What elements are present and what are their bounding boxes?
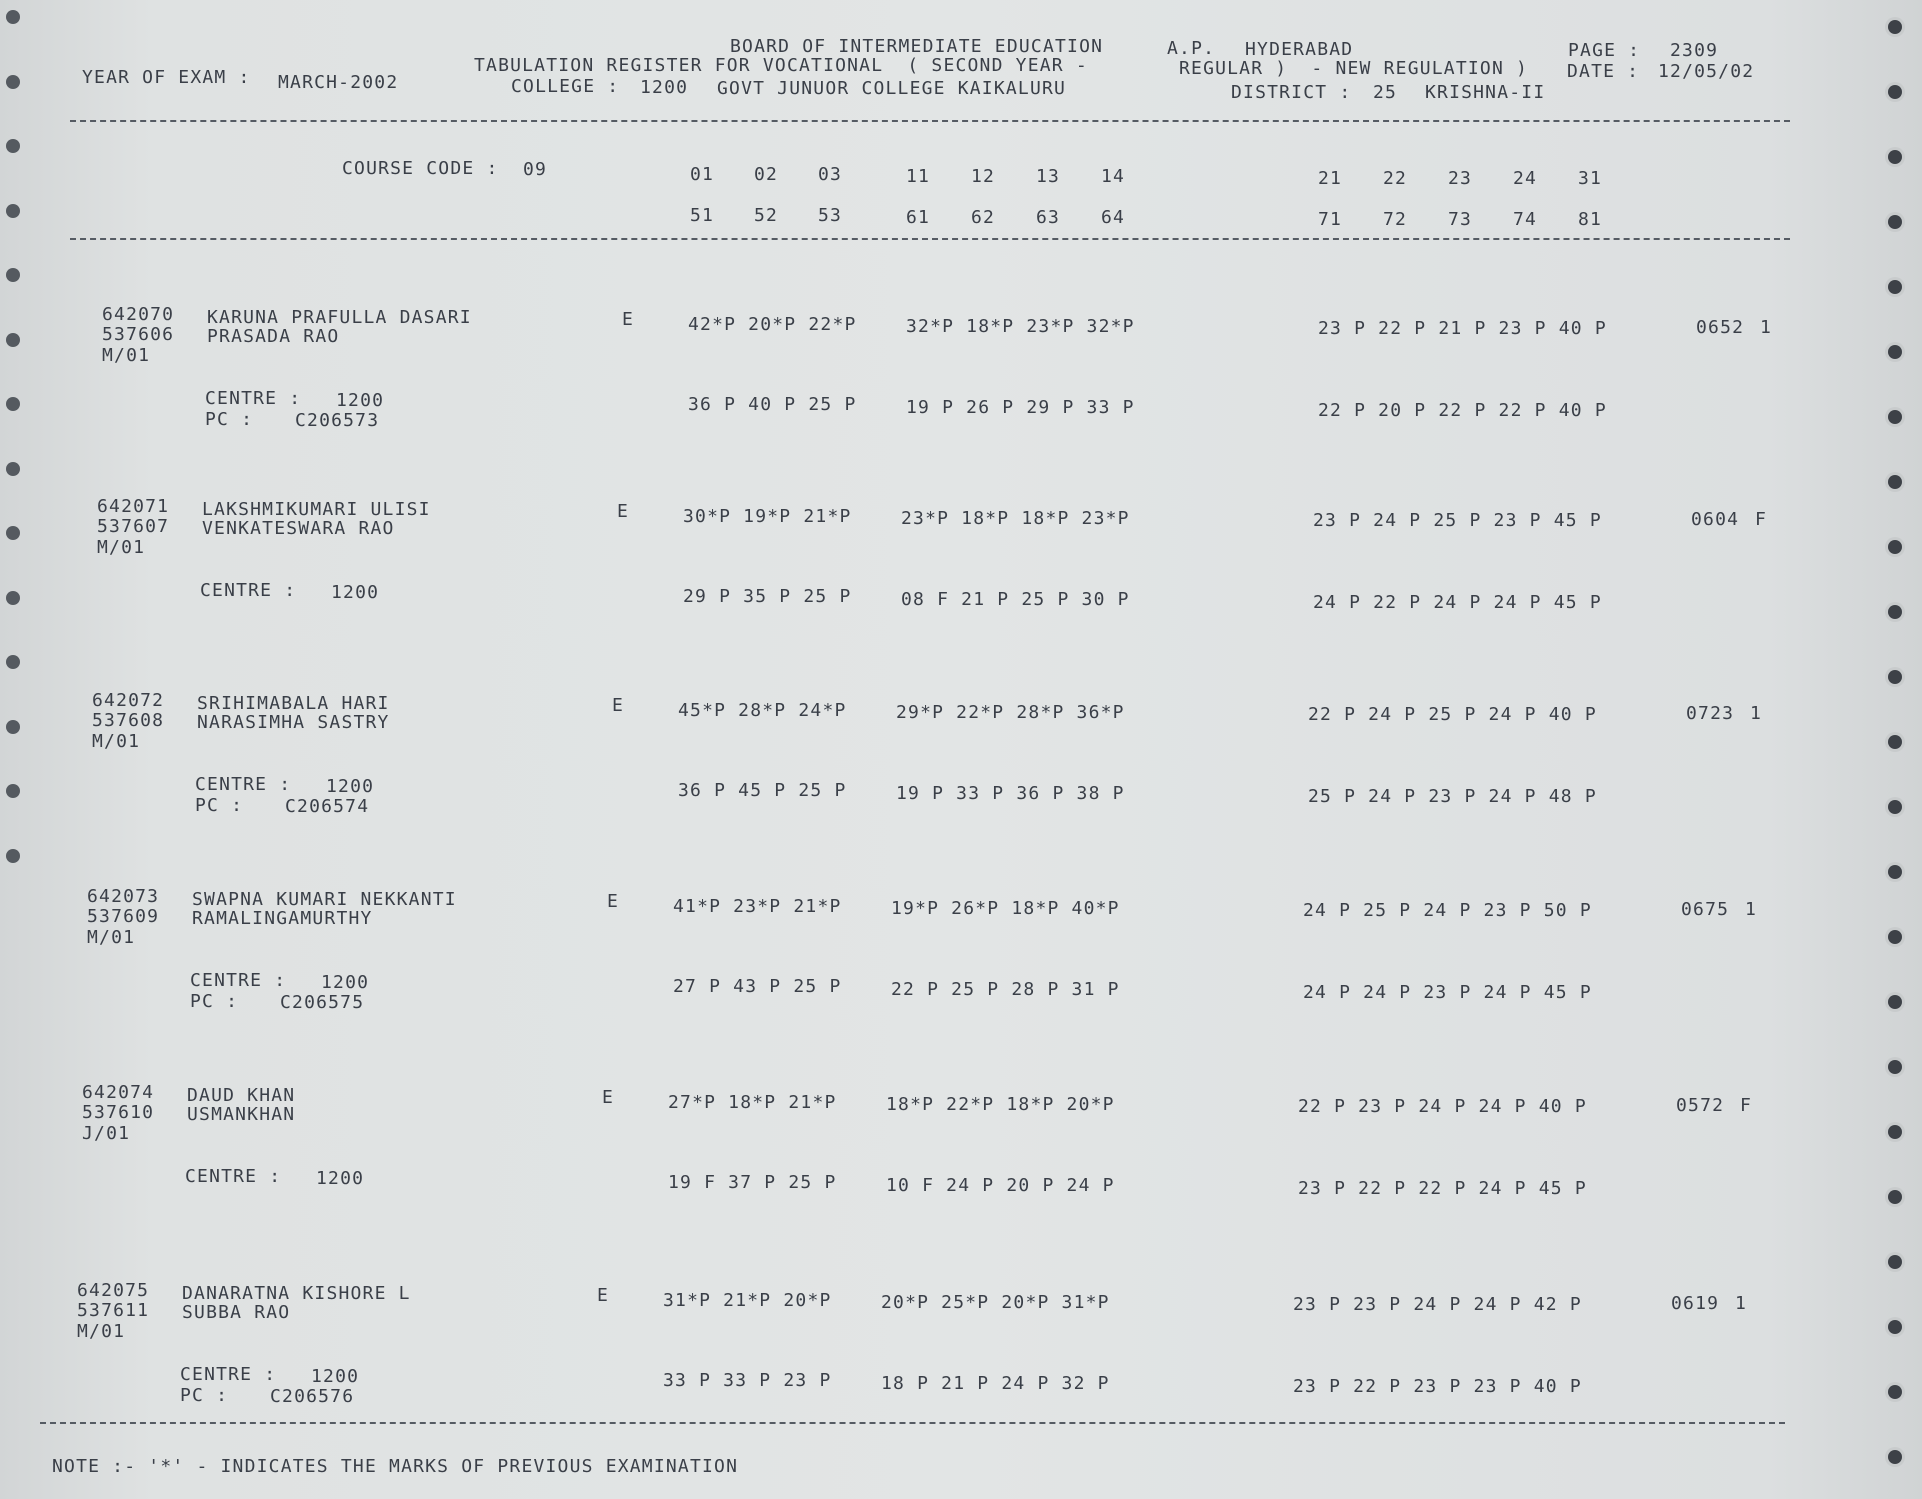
marks-row-second: 23 P 22 P 22 P 24 P 45 P xyxy=(1298,1178,1587,1199)
register-title: TABULATION REGISTER FOR VOCATIONAL ( SECOND YEAR - xyxy=(474,55,1088,76)
column-header-divider xyxy=(70,238,1790,240)
marks-row-second: 08 F 21 P 25 P 30 P xyxy=(901,589,1130,610)
perforation-hole xyxy=(6,526,20,540)
marks-row-first: 18*P 22*P 18*P 20*P xyxy=(886,1094,1115,1115)
grand-total: 0604 xyxy=(1691,509,1740,530)
city-name: HYDERABAD xyxy=(1245,39,1354,60)
perforation-hole xyxy=(6,655,20,669)
date-value: 12/05/02 xyxy=(1658,61,1755,82)
centre-label: CENTRE : xyxy=(205,388,302,409)
result-code: F xyxy=(1740,1095,1753,1116)
hall-ticket-number: 642070 xyxy=(102,304,175,325)
college-code: 1200 xyxy=(640,77,689,98)
pc-number: C206574 xyxy=(285,796,370,817)
pc-number: C206575 xyxy=(280,992,365,1013)
perforation-hole xyxy=(6,204,20,218)
subject-code-bottom: 61 xyxy=(906,207,931,228)
perforation-hole xyxy=(1888,345,1902,359)
marks-row-second: 10 F 24 P 20 P 24 P xyxy=(886,1175,1115,1196)
perforation-hole xyxy=(6,784,20,798)
marks-row-first: 23 P 22 P 21 P 23 P 40 P xyxy=(1318,318,1607,339)
medium: E xyxy=(597,1285,610,1306)
category-code: M/01 xyxy=(87,927,136,948)
district-code: 25 xyxy=(1373,82,1398,103)
centre-code: 1200 xyxy=(336,390,385,411)
perforation-hole xyxy=(6,75,20,89)
centre-label: CENTRE : xyxy=(195,774,292,795)
centre-code: 1200 xyxy=(321,972,370,993)
perforation-hole xyxy=(6,397,20,411)
marks-row-first: 27*P 18*P 21*P xyxy=(668,1092,837,1113)
footnote: NOTE :- '*' - INDICATES THE MARKS OF PREVIOUS EXAMINATION xyxy=(52,1456,739,1477)
perforation-hole xyxy=(1888,995,1902,1009)
student-name: LAKSHMIKUMARI ULISI xyxy=(202,499,431,520)
perforation-hole xyxy=(1888,1190,1902,1204)
subject-code-top: 21 xyxy=(1318,168,1343,189)
subject-code-top: 03 xyxy=(818,164,843,185)
perforation-hole xyxy=(1888,1255,1902,1269)
perforation-hole xyxy=(1888,1125,1902,1139)
registration-number: 537606 xyxy=(102,324,175,345)
pc-number: C206573 xyxy=(295,410,380,431)
perforation-hole xyxy=(1888,1385,1902,1399)
medium: E xyxy=(607,891,620,912)
subject-code-bottom: 63 xyxy=(1036,207,1061,228)
perforation-hole xyxy=(1888,280,1902,294)
subject-code-top: 11 xyxy=(906,166,931,187)
subject-code-top: 24 xyxy=(1513,168,1538,189)
regulation: REGULAR ) - NEW REGULATION ) xyxy=(1179,58,1529,79)
date-label: DATE : xyxy=(1567,61,1640,82)
centre-label: CENTRE : xyxy=(190,970,287,991)
marks-row-second: 23 P 22 P 23 P 23 P 40 P xyxy=(1293,1376,1582,1397)
hall-ticket-number: 642074 xyxy=(82,1082,155,1103)
marks-row-first: 19*P 26*P 18*P 40*P xyxy=(891,898,1120,919)
college-label: COLLEGE : xyxy=(511,76,620,97)
subject-code-top: 22 xyxy=(1383,168,1408,189)
centre-code: 1200 xyxy=(326,776,375,797)
perforation-hole xyxy=(1888,215,1902,229)
hall-ticket-number: 642073 xyxy=(87,886,160,907)
college-name: GOVT JUNUOR COLLEGE KAIKALURU xyxy=(717,78,1067,99)
marks-row-first: 41*P 23*P 21*P xyxy=(673,896,842,917)
district-label: DISTRICT : xyxy=(1231,82,1352,103)
father-name: RAMALINGAMURTHY xyxy=(192,908,373,929)
centre-label: CENTRE : xyxy=(200,580,297,601)
subject-code-top: 13 xyxy=(1036,166,1061,187)
centre-code: 1200 xyxy=(311,1366,360,1387)
perforation-hole xyxy=(1888,865,1902,879)
centre-label: CENTRE : xyxy=(180,1364,277,1385)
result-code: 1 xyxy=(1760,317,1773,338)
medium: E xyxy=(612,695,625,716)
subject-code-bottom: 81 xyxy=(1578,209,1603,230)
registration-number: 537607 xyxy=(97,516,170,537)
category-code: M/01 xyxy=(92,731,141,752)
year-value: MARCH-2002 xyxy=(278,72,399,93)
perforation-hole xyxy=(6,591,20,605)
perforation-hole xyxy=(1888,735,1902,749)
footer-divider xyxy=(40,1422,1785,1424)
header-divider xyxy=(70,120,1790,122)
pc-label: PC : xyxy=(195,795,244,816)
perforation-hole xyxy=(1888,410,1902,424)
category-code: M/01 xyxy=(77,1321,126,1342)
father-name: NARASIMHA SASTRY xyxy=(197,712,390,733)
student-name: DANARATNA KISHORE L xyxy=(182,1283,411,1304)
subject-code-bottom: 73 xyxy=(1448,209,1473,230)
perforation-hole xyxy=(1888,1320,1902,1334)
grand-total: 0675 xyxy=(1681,899,1730,920)
father-name: VENKATESWARA RAO xyxy=(202,518,395,539)
marks-row-second: 29 P 35 P 25 P xyxy=(683,586,852,607)
student-name: DAUD KHAN xyxy=(187,1085,296,1106)
centre-code: 1200 xyxy=(316,1168,365,1189)
registration-number: 537610 xyxy=(82,1102,155,1123)
course-code-label: COURSE CODE : xyxy=(342,158,499,179)
subject-code-top: 12 xyxy=(971,166,996,187)
marks-row-first: 45*P 28*P 24*P xyxy=(678,700,847,721)
perforation-hole xyxy=(1888,930,1902,944)
pc-number: C206576 xyxy=(270,1386,355,1407)
result-code: 1 xyxy=(1745,899,1758,920)
subject-code-bottom: 71 xyxy=(1318,209,1343,230)
perforation-hole xyxy=(1888,1060,1902,1074)
marks-row-second: 36 P 45 P 25 P xyxy=(678,780,847,801)
subject-code-top: 01 xyxy=(690,164,715,185)
hall-ticket-number: 642075 xyxy=(77,1280,150,1301)
result-code: F xyxy=(1755,509,1768,530)
marks-row-first: 22 P 24 P 25 P 24 P 40 P xyxy=(1308,704,1597,725)
board-name: BOARD OF INTERMEDIATE EDUCATION xyxy=(730,36,1104,57)
perforation-hole xyxy=(1888,800,1902,814)
hall-ticket-number: 642071 xyxy=(97,496,170,517)
pc-label: PC : xyxy=(180,1385,229,1406)
marks-row-first: 20*P 25*P 20*P 31*P xyxy=(881,1292,1110,1313)
marks-row-second: 19 P 33 P 36 P 38 P xyxy=(896,783,1125,804)
grand-total: 0652 xyxy=(1696,317,1745,338)
marks-row-first: 23*P 18*P 18*P 23*P xyxy=(901,508,1130,529)
registration-number: 537609 xyxy=(87,906,160,927)
student-name: KARUNA PRAFULLA DASARI xyxy=(207,307,472,328)
student-name: SRIHIMABALA HARI xyxy=(197,693,390,714)
perforation-hole xyxy=(6,10,20,24)
year-label: YEAR OF EXAM : xyxy=(82,67,251,88)
grand-total: 0619 xyxy=(1671,1293,1720,1314)
perforation-hole xyxy=(1888,150,1902,164)
page-label: PAGE : xyxy=(1568,40,1641,61)
result-code: 1 xyxy=(1750,703,1763,724)
centre-code: 1200 xyxy=(331,582,380,603)
marks-row-first: 29*P 22*P 28*P 36*P xyxy=(896,702,1125,723)
perforation-hole xyxy=(1888,605,1902,619)
father-name: USMANKHAN xyxy=(187,1104,296,1125)
perforation-hole xyxy=(1888,85,1902,99)
perforation-hole xyxy=(1888,540,1902,554)
perforation-hole xyxy=(6,139,20,153)
category-code: M/01 xyxy=(97,537,146,558)
student-name: SWAPNA KUMARI NEKKANTI xyxy=(192,889,457,910)
marks-row-second: 24 P 22 P 24 P 24 P 45 P xyxy=(1313,592,1602,613)
subject-code-bottom: 52 xyxy=(754,205,779,226)
pc-label: PC : xyxy=(190,991,239,1012)
marks-row-second: 22 P 20 P 22 P 22 P 40 P xyxy=(1318,400,1607,421)
marks-row-second: 22 P 25 P 28 P 31 P xyxy=(891,979,1120,1000)
subject-code-bottom: 64 xyxy=(1101,207,1126,228)
marks-row-first: 24 P 25 P 24 P 23 P 50 P xyxy=(1303,900,1592,921)
perforation-hole xyxy=(6,849,20,863)
father-name: PRASADA RAO xyxy=(207,326,340,347)
marks-row-first: 42*P 20*P 22*P xyxy=(688,314,857,335)
medium: E xyxy=(622,309,635,330)
perforation-hole xyxy=(1888,475,1902,489)
course-code-value: 09 xyxy=(523,159,548,180)
marks-row-first: 31*P 21*P 20*P xyxy=(663,1290,832,1311)
subject-code-top: 14 xyxy=(1101,166,1126,187)
category-code: J/01 xyxy=(82,1123,131,1144)
marks-row-second: 18 P 21 P 24 P 32 P xyxy=(881,1373,1110,1394)
marks-row-second: 19 P 26 P 29 P 33 P xyxy=(906,397,1135,418)
perforation-hole xyxy=(6,268,20,282)
hall-ticket-number: 642072 xyxy=(92,690,165,711)
marks-row-first: 23 P 23 P 24 P 24 P 42 P xyxy=(1293,1294,1582,1315)
marks-row-second: 19 F 37 P 25 P xyxy=(668,1172,837,1193)
grand-total: 0572 xyxy=(1676,1095,1725,1116)
perforation-hole xyxy=(1888,20,1902,34)
subject-code-bottom: 53 xyxy=(818,205,843,226)
perforation-hole xyxy=(1888,1450,1902,1464)
centre-label: CENTRE : xyxy=(185,1166,282,1187)
marks-row-first: 30*P 19*P 21*P xyxy=(683,506,852,527)
marks-row-first: 23 P 24 P 25 P 23 P 45 P xyxy=(1313,510,1602,531)
perforation-hole xyxy=(1888,670,1902,684)
pc-label: PC : xyxy=(205,409,254,430)
subject-code-top: 02 xyxy=(754,164,779,185)
perforation-hole xyxy=(6,462,20,476)
perforation-hole xyxy=(6,333,20,347)
marks-row-second: 27 P 43 P 25 P xyxy=(673,976,842,997)
subject-code-bottom: 62 xyxy=(971,207,996,228)
page-number: 2309 xyxy=(1670,40,1719,61)
category-code: M/01 xyxy=(102,345,151,366)
state-name: A.P. xyxy=(1167,38,1216,59)
marks-row-second: 24 P 24 P 23 P 24 P 45 P xyxy=(1303,982,1592,1003)
father-name: SUBBA RAO xyxy=(182,1302,291,1323)
marks-row-second: 36 P 40 P 25 P xyxy=(688,394,857,415)
grand-total: 0723 xyxy=(1686,703,1735,724)
subject-code-top: 23 xyxy=(1448,168,1473,189)
district-name: KRISHNA-II xyxy=(1425,82,1546,103)
subject-code-bottom: 72 xyxy=(1383,209,1408,230)
perforation-hole xyxy=(6,720,20,734)
marks-row-first: 32*P 18*P 23*P 32*P xyxy=(906,316,1135,337)
marks-row-second: 25 P 24 P 23 P 24 P 48 P xyxy=(1308,786,1597,807)
registration-number: 537611 xyxy=(77,1300,150,1321)
marks-row-second: 33 P 33 P 23 P xyxy=(663,1370,832,1391)
marks-row-first: 22 P 23 P 24 P 24 P 40 P xyxy=(1298,1096,1587,1117)
subject-code-bottom: 74 xyxy=(1513,209,1538,230)
medium: E xyxy=(602,1087,615,1108)
medium: E xyxy=(617,501,630,522)
subject-code-top: 31 xyxy=(1578,168,1603,189)
subject-code-bottom: 51 xyxy=(690,205,715,226)
result-code: 1 xyxy=(1735,1293,1748,1314)
registration-number: 537608 xyxy=(92,710,165,731)
